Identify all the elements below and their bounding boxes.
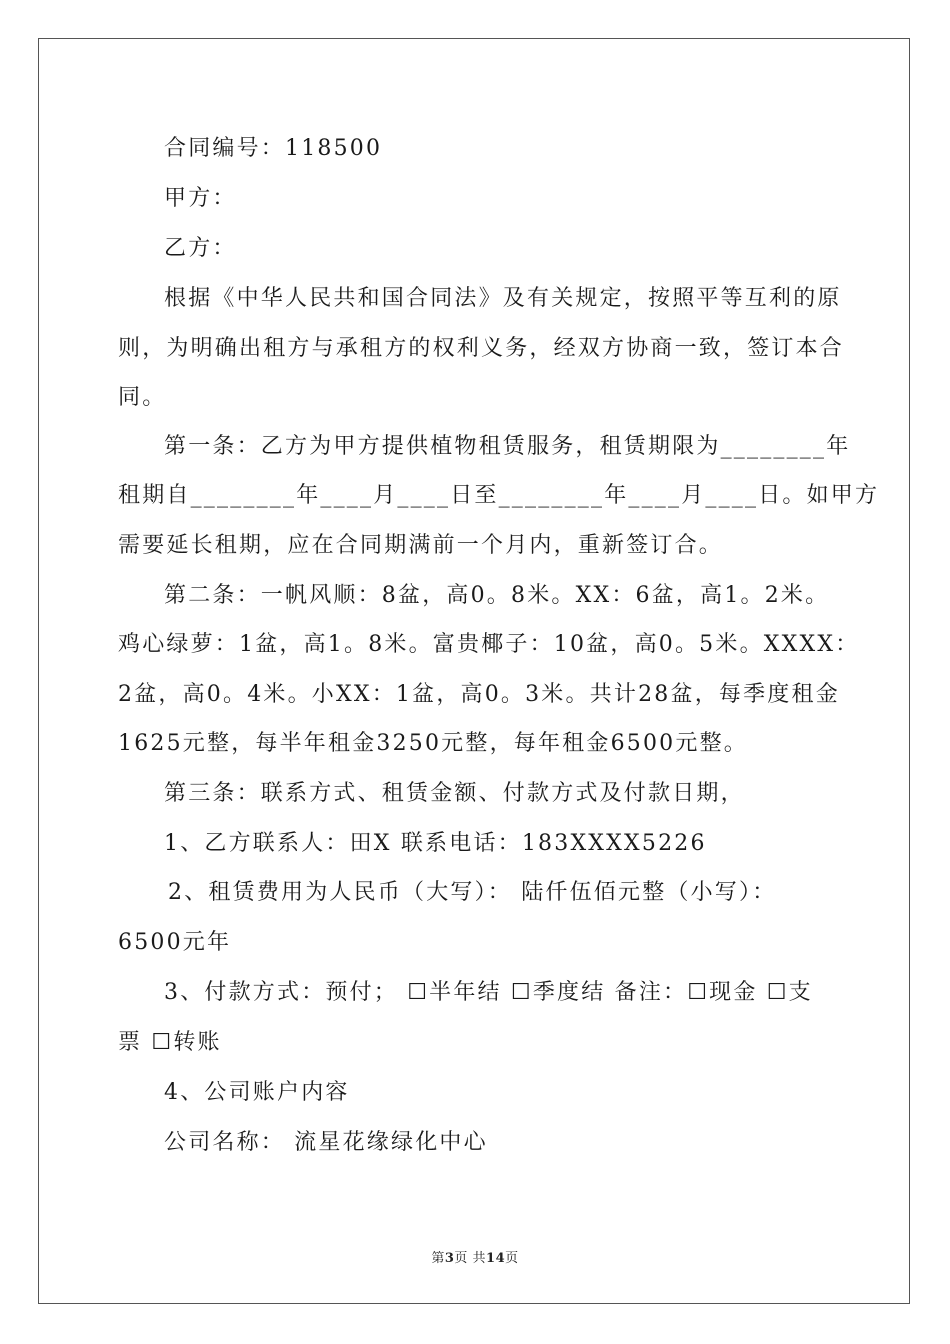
company-name: 公司名称： 流星花缘绿化中心 xyxy=(164,1130,488,1155)
article-2-line-1: 第二条：一帆风顺：8盆，高0。8米。XX：6盆，高1。2米。 xyxy=(164,583,830,608)
footer-prefix: 第 xyxy=(431,1251,445,1266)
contact-person: 1、乙方联系人：田X 联系电话：183XXXX5226 xyxy=(164,831,707,856)
page-footer xyxy=(0,1247,950,1266)
article-2-line-4: 1625元整，每半年租金3250元整，每年租金6500元整。 xyxy=(118,731,748,756)
page-border xyxy=(38,38,910,1304)
preamble-line-1: 根据《中华人民共和国合同法》及有关规定，按照平等互利的原 xyxy=(164,286,842,311)
party-a-label: 甲方： xyxy=(164,186,237,211)
article-3-heading: 第三条：联系方式、租赁金额、付款方式及付款日期， xyxy=(164,781,745,806)
payment-method-line-2: 票 ☐转账 xyxy=(118,1030,222,1055)
footer-page-number: 3 xyxy=(444,1251,455,1266)
party-b-label: 乙方： xyxy=(164,236,237,261)
rental-amount-line-2: 6500元年 xyxy=(118,930,232,955)
preamble-line-3: 同。 xyxy=(118,385,167,410)
footer-middle: 页 共 xyxy=(454,1251,487,1266)
company-account-heading: 4、公司账户内容 xyxy=(164,1080,350,1105)
article-1-line-3: 需要延长租期，应在合同期满前一个月内，重新签订合。 xyxy=(118,533,724,558)
rental-amount-line-1: 2、租赁费用为人民币（大写）： 陆仟伍佰元整（小写）： xyxy=(168,880,777,905)
payment-method-line-1: 3、付款方式：预付； ☐半年结 ☐季度结 备注：☐现金 ☐支 xyxy=(164,980,813,1005)
article-1-line-2: 租期自________年____月____日至________年____月____日。如甲方 xyxy=(118,483,880,508)
footer-total-pages: 14 xyxy=(486,1251,506,1266)
article-2-line-3: 2盆，高0。4米。小XX：1盆，高0。3米。共计28盆，每季度租金 xyxy=(118,682,840,707)
footer-suffix: 页 xyxy=(505,1251,519,1266)
contract-number: 合同编号：118500 xyxy=(164,136,383,161)
article-1-line-1: 第一条：乙方为甲方提供植物租赁服务，租赁期限为________年 xyxy=(164,434,851,459)
preamble-line-2: 则，为明确出租方与承租方的权利义务，经双方协商一致，签订本合 xyxy=(118,336,845,361)
article-2-line-2: 鸡心绿萝：1盆，高1。8米。富贵椰子：10盆，高0。5米。XXXX： xyxy=(118,632,860,657)
